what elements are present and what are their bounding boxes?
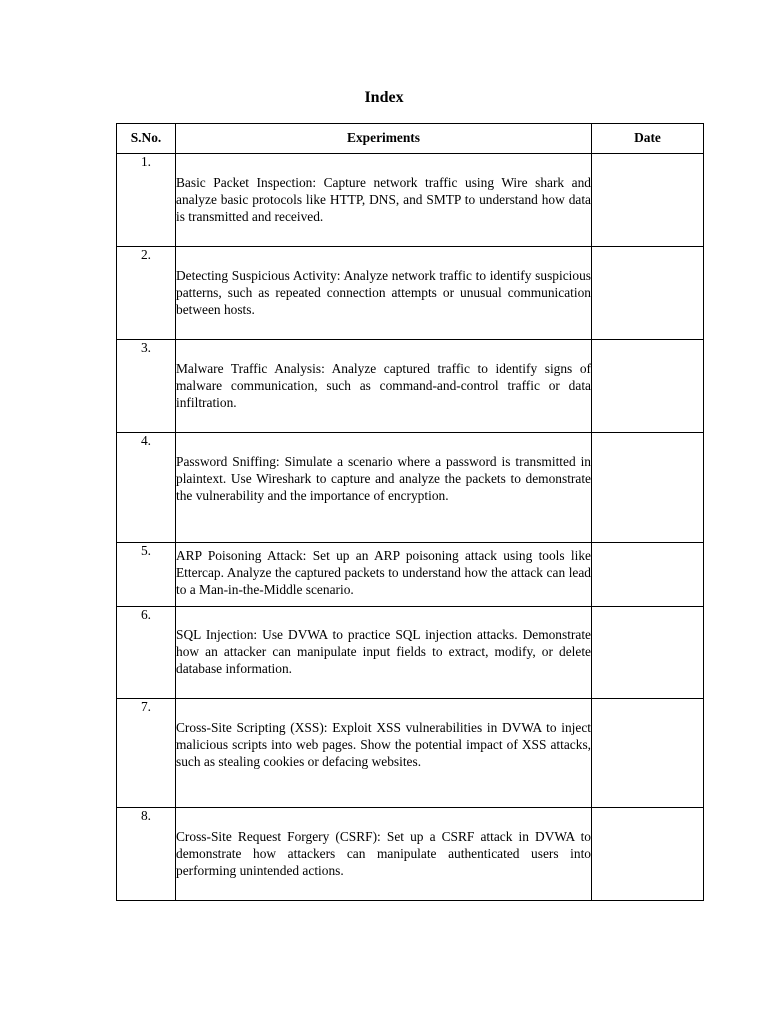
sno-cell: 6.	[117, 607, 176, 699]
sno-cell: 3.	[117, 340, 176, 433]
date-cell	[592, 154, 704, 247]
date-cell	[592, 808, 704, 901]
experiment-cell	[176, 433, 592, 543]
sno-cell: 1.	[117, 154, 176, 247]
table-row	[117, 699, 704, 808]
sno-cell: 2.	[117, 247, 176, 340]
header-sno: S.No.	[117, 124, 176, 154]
date-cell	[592, 543, 704, 607]
header-experiments: Experiments	[176, 124, 592, 154]
experiment-text: SQL Injection: Use DVWA to practice SQL injection attacks. Demonstrate how an attacker can manipulate input fields to extract, modify, or delete database information.	[176, 627, 591, 676]
date-cell	[592, 247, 704, 340]
table-row	[117, 154, 704, 247]
experiment-cell	[176, 154, 592, 247]
table-row	[117, 607, 704, 699]
experiment-cell	[176, 543, 592, 607]
experiment-cell	[176, 808, 592, 901]
experiment-cell	[176, 699, 592, 808]
page-title: Index	[364, 89, 404, 106]
date-cell	[592, 699, 704, 808]
experiment-text: Detecting Suspicious Activity: Analyze network traffic to identify suspicious patterns, such as repeated connection attempts or unusual communication between hosts.	[176, 268, 591, 317]
sno-cell: 8.	[117, 808, 176, 901]
index-table	[116, 123, 704, 901]
table-row	[117, 247, 704, 340]
sno-cell: 5.	[117, 543, 176, 607]
experiment-text: Cross-Site Request Forgery (CSRF): Set up a CSRF attack in DVWA to demonstrate how attackers can manipulate authenticated users into performing unintended actions.	[176, 829, 591, 878]
table-row	[117, 543, 704, 607]
date-cell	[592, 340, 704, 433]
table-row	[117, 433, 704, 543]
experiment-text: Cross-Site Scripting (XSS): Exploit XSS vulnerabilities in DVWA to inject malicious scripts into web pages. Show the potential impact of XSS attacks, such as stealing cookies or defacing websites.	[176, 720, 591, 769]
sno-cell: 7.	[117, 699, 176, 808]
table-header-row	[117, 124, 704, 154]
date-cell	[592, 433, 704, 543]
header-date: Date	[592, 124, 704, 154]
experiment-text: Basic Packet Inspection: Capture network traffic using Wire shark and analyze basic protocols like HTTP, DNS, and SMTP to understand how data is transmitted and received.	[176, 175, 591, 224]
table-row	[117, 340, 704, 433]
experiment-cell	[176, 247, 592, 340]
experiment-cell	[176, 607, 592, 699]
sno-cell: 4.	[117, 433, 176, 543]
experiment-text: Malware Traffic Analysis: Analyze captured traffic to identify signs of malware communication, such as command-and-control traffic or data infiltration.	[176, 361, 591, 410]
experiment-cell	[176, 340, 592, 433]
date-cell	[592, 607, 704, 699]
table-row	[117, 808, 704, 901]
experiment-text: Password Sniffing: Simulate a scenario where a password is transmitted in plaintext. Use Wireshark to capture and analyze the packets to demonstrate the vulnerability and the importance of encryption.	[176, 454, 591, 503]
experiment-text: ARP Poisoning Attack: Set up an ARP poisoning attack using tools like Ettercap. Analyze the captured packets to understand how the attack can lead to a Man-in-the-Middle scenario.	[176, 548, 591, 597]
